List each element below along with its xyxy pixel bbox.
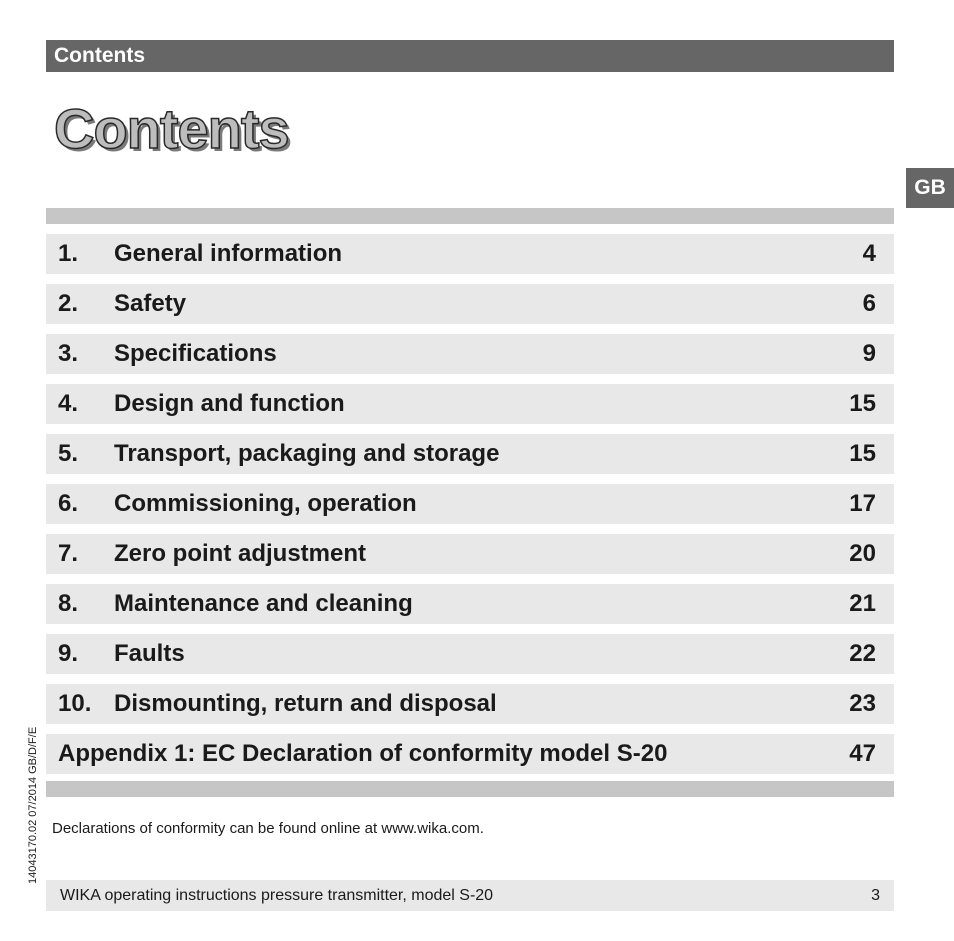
page-title: Contents	[54, 97, 289, 160]
toc-item-page: 9	[862, 340, 876, 367]
toc-item-appendix[interactable]	[46, 734, 894, 774]
toc-item-faults[interactable]	[46, 634, 894, 674]
toc-item-safety[interactable]	[46, 284, 894, 324]
footer-text: WIKA operating instructions pressure transmitter, model S-20	[60, 887, 494, 904]
toc-item-page: 22	[849, 640, 876, 667]
toc-item-dismounting[interactable]	[46, 684, 894, 724]
toc-item-design-and-function[interactable]	[46, 384, 894, 424]
toc-item-general-information[interactable]	[46, 234, 894, 274]
toc-item-commissioning[interactable]	[46, 484, 894, 524]
toc-item-page: 15	[849, 440, 876, 467]
page-footer	[46, 880, 894, 911]
toc-item-page: 21	[849, 590, 876, 617]
toc-item-title: Safety	[114, 290, 187, 317]
toc-item-title: Appendix 1: EC Declaration of conformity model S-20	[58, 740, 668, 767]
section-header: Contents	[46, 40, 894, 72]
toc-item-title: Design and function	[114, 390, 345, 417]
conformity-note: Declarations of conformity can be found online at www.wika.com.	[52, 820, 484, 837]
toc-item-page: 17	[849, 490, 876, 517]
toc-item-title: Commissioning, operation	[114, 490, 417, 517]
toc-item-title: Faults	[114, 640, 185, 667]
toc-item-page: 47	[849, 740, 876, 767]
toc-item-maintenance[interactable]	[46, 584, 894, 624]
toc-item-specifications[interactable]	[46, 334, 894, 374]
toc-item-title: Maintenance and cleaning	[114, 590, 413, 617]
toc-item-number: 8.	[58, 590, 79, 617]
bottom-divider	[46, 781, 894, 797]
toc-item-page: 6	[862, 290, 876, 317]
toc-item-page: 20	[849, 540, 876, 567]
toc-item-number: 5.	[58, 440, 79, 467]
toc-item-number: 2.	[58, 290, 79, 317]
toc-item-title: Zero point adjustment	[114, 540, 366, 567]
toc-item-title: Specifications	[114, 340, 277, 367]
toc-item-number: 1.	[58, 240, 79, 267]
toc-item-page: 23	[849, 690, 876, 717]
toc-item-title: General information	[114, 240, 343, 267]
toc-item-page: 4	[862, 240, 876, 267]
toc-item-number: 7.	[58, 540, 79, 567]
toc-item-title: Transport, packaging and storage	[114, 440, 500, 467]
toc-item-page: 15	[849, 390, 876, 417]
toc-item-number: 6.	[58, 490, 79, 517]
toc-item-number: 3.	[58, 340, 79, 367]
toc-item-zero-point[interactable]	[46, 534, 894, 574]
toc-item-title: Dismounting, return and disposal	[114, 690, 497, 717]
toc-item-number: 10.	[58, 690, 92, 717]
language-tab: GB	[906, 168, 954, 208]
page-number: 3	[871, 887, 880, 904]
toc-item-number: 4.	[58, 390, 79, 417]
toc-item-number: 9.	[58, 640, 79, 667]
document-code: 14043170.02 07/2014 GB/D/F/E	[27, 726, 39, 884]
table-of-contents	[46, 234, 894, 784]
toc-item-transport[interactable]	[46, 434, 894, 474]
top-divider	[46, 208, 894, 224]
